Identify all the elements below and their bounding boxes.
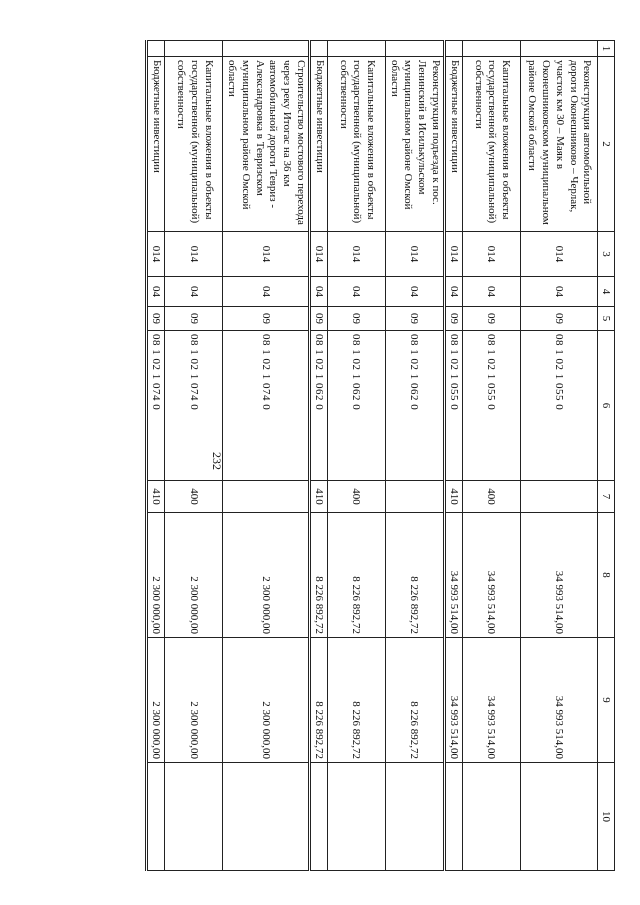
target-article-code: 08 1 02 1 074 0 <box>165 331 223 481</box>
amount-col-8: 8 226 892,72 <box>328 513 386 638</box>
section-code: 04 <box>223 277 310 307</box>
row-number <box>165 41 223 57</box>
amount-col-8: 2 300 000,00 <box>223 513 310 638</box>
ministry-code: 014 <box>445 232 463 277</box>
amount-col-8: 2 300 000,00 <box>147 513 165 638</box>
header-col-5: 5 <box>598 307 615 331</box>
expense-type-code: 410 <box>445 481 463 513</box>
amount-col-9: 8 226 892,72 <box>328 638 386 763</box>
ministry-code: 014 <box>463 232 521 277</box>
table-row <box>147 41 165 871</box>
section-code: 04 <box>386 277 445 307</box>
ministry-code: 014 <box>165 232 223 277</box>
item-name: Бюджетные инвестиции <box>310 57 328 232</box>
section-code: 04 <box>165 277 223 307</box>
expense-type-code <box>386 481 445 513</box>
subsection-code: 09 <box>165 307 223 331</box>
amount-col-8: 34 993 514,00 <box>521 513 598 638</box>
header-col-8: 8 <box>598 513 615 638</box>
budget-table-sheet <box>50 40 615 870</box>
target-article-code: 08 1 02 1 055 0 <box>445 331 463 481</box>
amount-col-9: 8 226 892,72 <box>386 638 445 763</box>
item-name: Реконструкция подъезда к пос. Ленинский в Исилькульском муниципальном районе Омской области <box>386 57 445 232</box>
expense-type-code <box>521 481 598 513</box>
col-10-cell <box>386 763 445 871</box>
target-article-code: 08 1 02 1 074 0 <box>147 331 165 481</box>
col-10-cell <box>463 763 521 871</box>
amount-col-8: 8 226 892,72 <box>386 513 445 638</box>
amount-col-9: 2 300 000,00 <box>165 638 223 763</box>
table-row <box>463 41 521 871</box>
budget-table <box>146 40 616 871</box>
col-10-cell <box>165 763 223 871</box>
item-name: Капитальные вложения в объекты государственной (муниципальной) собственности <box>328 57 386 232</box>
expense-type-code: 410 <box>310 481 328 513</box>
item-name: Бюджетные инвестиции <box>445 57 463 232</box>
row-number <box>310 41 328 57</box>
header-col-2: 2 <box>598 57 615 232</box>
section-code: 04 <box>147 277 165 307</box>
col-10-cell <box>521 763 598 871</box>
section-code: 04 <box>328 277 386 307</box>
target-article-code: 08 1 02 1 062 0 <box>310 331 328 481</box>
item-name: Бюджетные инвестиции <box>147 57 165 232</box>
page-number: 232 <box>210 452 224 470</box>
target-article-code: 08 1 02 1 062 0 <box>328 331 386 481</box>
amount-col-9: 2 300 000,00 <box>223 638 310 763</box>
item-name: Капитальные вложения в объекты государственной (муниципальной) собственности <box>165 57 223 232</box>
expense-type-code: 400 <box>328 481 386 513</box>
col-10-cell <box>328 763 386 871</box>
row-number <box>147 41 165 57</box>
amount-col-8: 34 993 514,00 <box>445 513 463 638</box>
col-10-cell <box>147 763 165 871</box>
col-10-cell <box>310 763 328 871</box>
target-article-code: 08 1 02 1 062 0 <box>386 331 445 481</box>
section-code: 04 <box>521 277 598 307</box>
table-row <box>223 41 310 871</box>
section-code: 04 <box>310 277 328 307</box>
table-row <box>165 41 223 871</box>
header-col-7: 7 <box>598 481 615 513</box>
table-row <box>445 41 463 871</box>
subsection-code: 09 <box>386 307 445 331</box>
ministry-code: 014 <box>147 232 165 277</box>
header-col-4: 4 <box>598 277 615 307</box>
table-row <box>328 41 386 871</box>
subsection-code: 09 <box>223 307 310 331</box>
item-name: Капитальные вложения в объекты государственной (муниципальной) собственности <box>463 57 521 232</box>
col-10-cell <box>223 763 310 871</box>
ministry-code: 014 <box>386 232 445 277</box>
table-row <box>386 41 445 871</box>
amount-col-9: 34 993 514,00 <box>521 638 598 763</box>
header-col-1: 1 <box>598 41 615 57</box>
subsection-code: 09 <box>445 307 463 331</box>
expense-type-code <box>223 481 310 513</box>
row-number <box>521 41 598 57</box>
header-col-9: 9 <box>598 638 615 763</box>
target-article-code: 08 1 02 1 055 0 <box>521 331 598 481</box>
header-col-3: 3 <box>598 232 615 277</box>
ministry-code: 014 <box>328 232 386 277</box>
expense-type-code: 400 <box>165 481 223 513</box>
amount-col-9: 2 300 000,00 <box>147 638 165 763</box>
subsection-code: 09 <box>521 307 598 331</box>
column-numbers-row <box>598 41 615 871</box>
item-name: Реконструкция автомобильной дороги Оконешниково – Черлак, участок км 30 – Маяк в Оконешниковском муниципальном районе Омской области <box>521 57 598 232</box>
amount-col-9: 8 226 892,72 <box>310 638 328 763</box>
col-10-cell <box>445 763 463 871</box>
row-number <box>445 41 463 57</box>
amount-col-9: 34 993 514,00 <box>463 638 521 763</box>
ministry-code: 014 <box>310 232 328 277</box>
subsection-code: 09 <box>463 307 521 331</box>
header-col-10: 10 <box>598 763 615 871</box>
section-code: 04 <box>445 277 463 307</box>
ministry-code: 014 <box>223 232 310 277</box>
expense-type-code: 410 <box>147 481 165 513</box>
section-code: 04 <box>463 277 521 307</box>
amount-col-9: 34 993 514,00 <box>445 638 463 763</box>
target-article-code: 08 1 02 1 074 0 <box>223 331 310 481</box>
target-article-code: 08 1 02 1 055 0 <box>463 331 521 481</box>
row-number <box>328 41 386 57</box>
table-row <box>310 41 328 871</box>
header-col-6: 6 <box>598 331 615 481</box>
subsection-code: 09 <box>310 307 328 331</box>
row-number <box>223 41 310 57</box>
subsection-code: 09 <box>328 307 386 331</box>
amount-col-8: 8 226 892,72 <box>310 513 328 638</box>
item-name: Строительство мостового перехода через реку Итогас на 36 км автомобильной дороги Тевриз - Александровка в Тевризском муниципальном районе Омской области <box>223 57 310 232</box>
row-number <box>386 41 445 57</box>
row-number <box>463 41 521 57</box>
subsection-code: 09 <box>147 307 165 331</box>
expense-type-code: 400 <box>463 481 521 513</box>
table-row <box>521 41 598 871</box>
amount-col-8: 2 300 000,00 <box>165 513 223 638</box>
ministry-code: 014 <box>521 232 598 277</box>
amount-col-8: 34 993 514,00 <box>463 513 521 638</box>
